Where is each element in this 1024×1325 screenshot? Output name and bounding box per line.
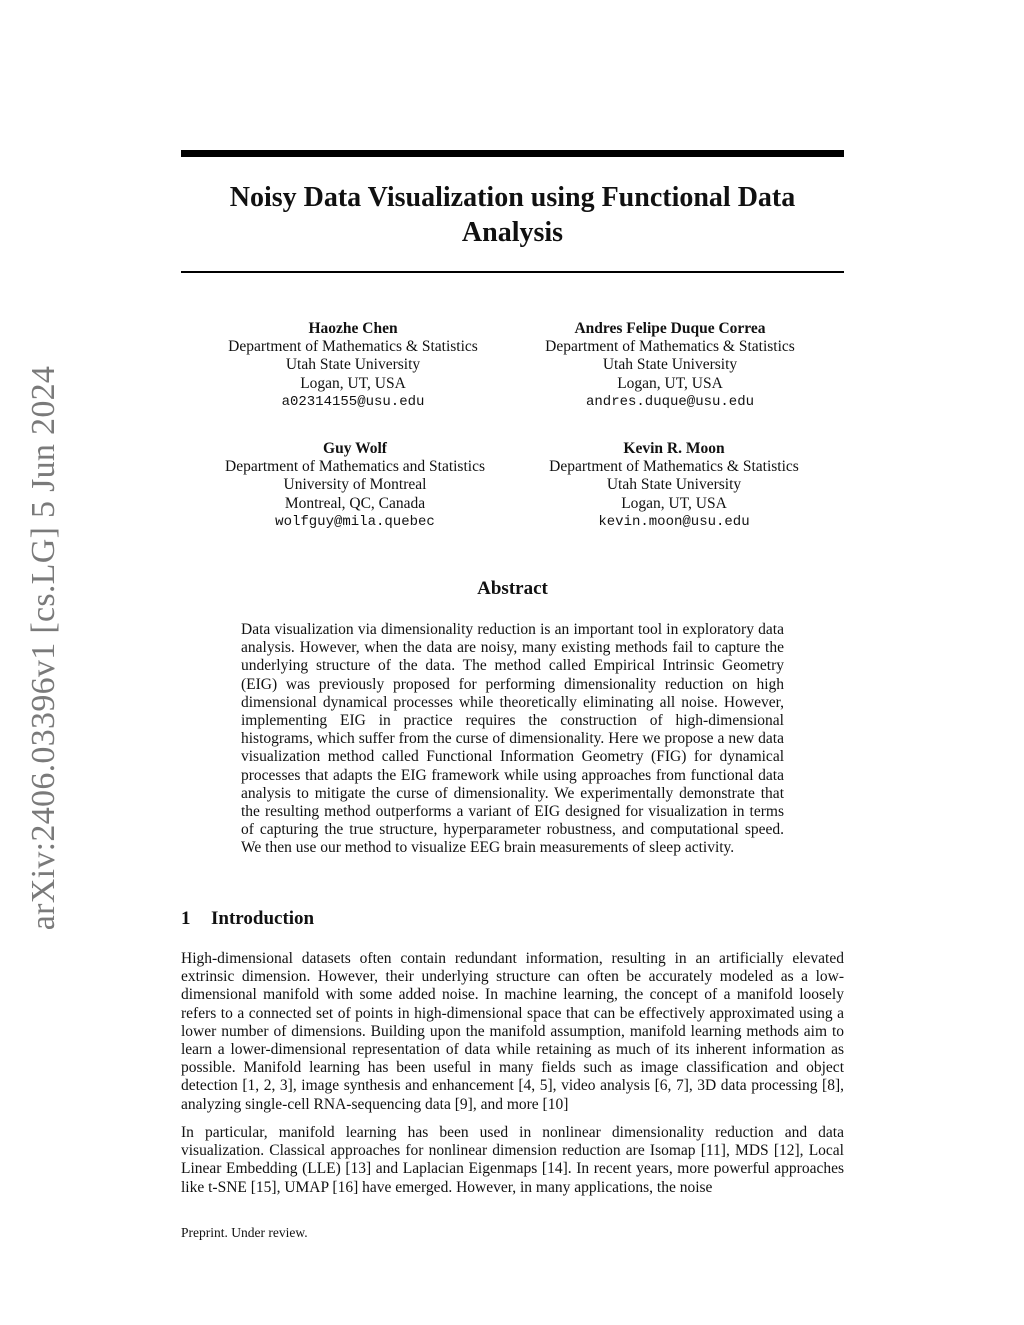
author-block-guy-wolf [205, 440, 505, 531]
paper-title [181, 180, 844, 250]
introduction-paragraph-1: High-dimensional datasets often contain redundant information, resulting in an artificially elevated extrinsic dimension. However, their underlying structure can often be accurately modeled as a low-dimensional manifold with some added noise. In machine learning, the concept of a manifold loosely refers to a connected set of points in high-dimensional space that can be effectively approximated using a lower number of dimensions. Building upon the manifold assumption, manifold learning methods aim to learn a lower-dimensional representation of data while retaining as much of its inherent information as possible. Manifold learning has been useful in many fields such as image classification and object detection [1, 2, 3], image synthesis and enhancement [4, 5], video analysis [6, 7], 3D data processing [8], analyzing single-cell RNA-sequencing data [9], and more [10] [181, 950, 844, 1113]
author-institution: University of Montreal [283, 476, 427, 494]
author-department: Department of Mathematics & Statistics [228, 338, 478, 356]
footer-note: Preprint. Under review. [181, 1225, 308, 1240]
author-location: Logan, UT, USA [617, 374, 723, 392]
section-heading-introduction [181, 908, 844, 930]
abstract-heading: Abstract [477, 578, 548, 599]
author-department: Department of Mathematics & Statistics [545, 338, 795, 356]
title-bottom-rule [181, 271, 844, 273]
author-email[interactable]: andres.duque@usu.edu [585, 393, 755, 410]
author-block-andres-duque [520, 320, 820, 411]
author-location: Logan, UT, USA [300, 374, 406, 392]
arxiv-identifier-stamp [12, 365, 76, 931]
author-institution: Utah State University [602, 356, 738, 374]
author-email[interactable]: wolfguy@mila.quebec [275, 513, 435, 530]
paper-title-line-1: Noisy Data Visualization using Functional Data [229, 182, 796, 213]
section-number: 1 [181, 908, 191, 929]
author-location: Logan, UT, USA [621, 494, 727, 512]
author-block-kevin-moon [524, 440, 824, 531]
arxiv-identifier-text: arXiv:2406.03396v1 [cs.LG] 5 Jun 2024 [25, 365, 63, 931]
author-department: Department of Mathematics & Statistics [549, 458, 799, 476]
author-email[interactable]: kevin.moon@usu.edu [598, 513, 750, 530]
author-block-haozhe-chen [203, 320, 503, 411]
author-name: Guy Wolf [323, 440, 387, 457]
author-department: Department of Mathematics and Statistics [225, 458, 485, 476]
paper-title-line-2: Analysis [461, 217, 564, 248]
abstract-text: Data visualization via dimensionality reduction is an important tool in exploratory data analysis. However, when the data are noisy, many existing methods fail to capture the underlying structure of the data. The method called Empirical Intrinsic Geometry (EIG) was previously proposed for performing dimensionality reduction on high dimensional dynamical processes while theoretically eliminating all noise. However, implementing EIG in practice requires the construction of high-dimensional histograms, which suffer from the curse of dimensionality. Here we propose a new data visualization method called Functional Information Geometry (FIG) for dynamical processes that adapts the EIG framework while using approaches from functional data analysis to mitigate the curse of dimensionality. We experimentally demonstrate that the resulting method outperforms a variant of EIG designed for visualization in terms of capturing the true structure, hyperparameter robustness, and computational speed. We then use our method to visualize EEG brain measurements of sleep activity. [241, 621, 784, 857]
introduction-paragraph-2: In particular, manifold learning has been used in nonlinear dimensionality reduction and data visualization. Classical approaches for nonlinear dimension reduction are Isomap [11], MDS [12], Local Linear Embedding (LLE) [13] and Laplacian Eigenmaps [14]. In recent years, more powerful approaches like t-SNE [15], UMAP [16] have emerged. However, in many applications, the noise [181, 1124, 844, 1196]
author-name: Haozhe Chen [308, 320, 398, 337]
author-institution: Utah State University [285, 356, 421, 374]
author-email[interactable]: a02314155@usu.edu [281, 393, 425, 410]
section-title: Introduction [211, 908, 315, 929]
title-top-rule [181, 150, 844, 157]
author-location: Montreal, QC, Canada [284, 494, 426, 512]
author-name: Kevin R. Moon [623, 440, 725, 457]
author-institution: Utah State University [606, 476, 742, 494]
author-name: Andres Felipe Duque Correa [574, 320, 766, 337]
